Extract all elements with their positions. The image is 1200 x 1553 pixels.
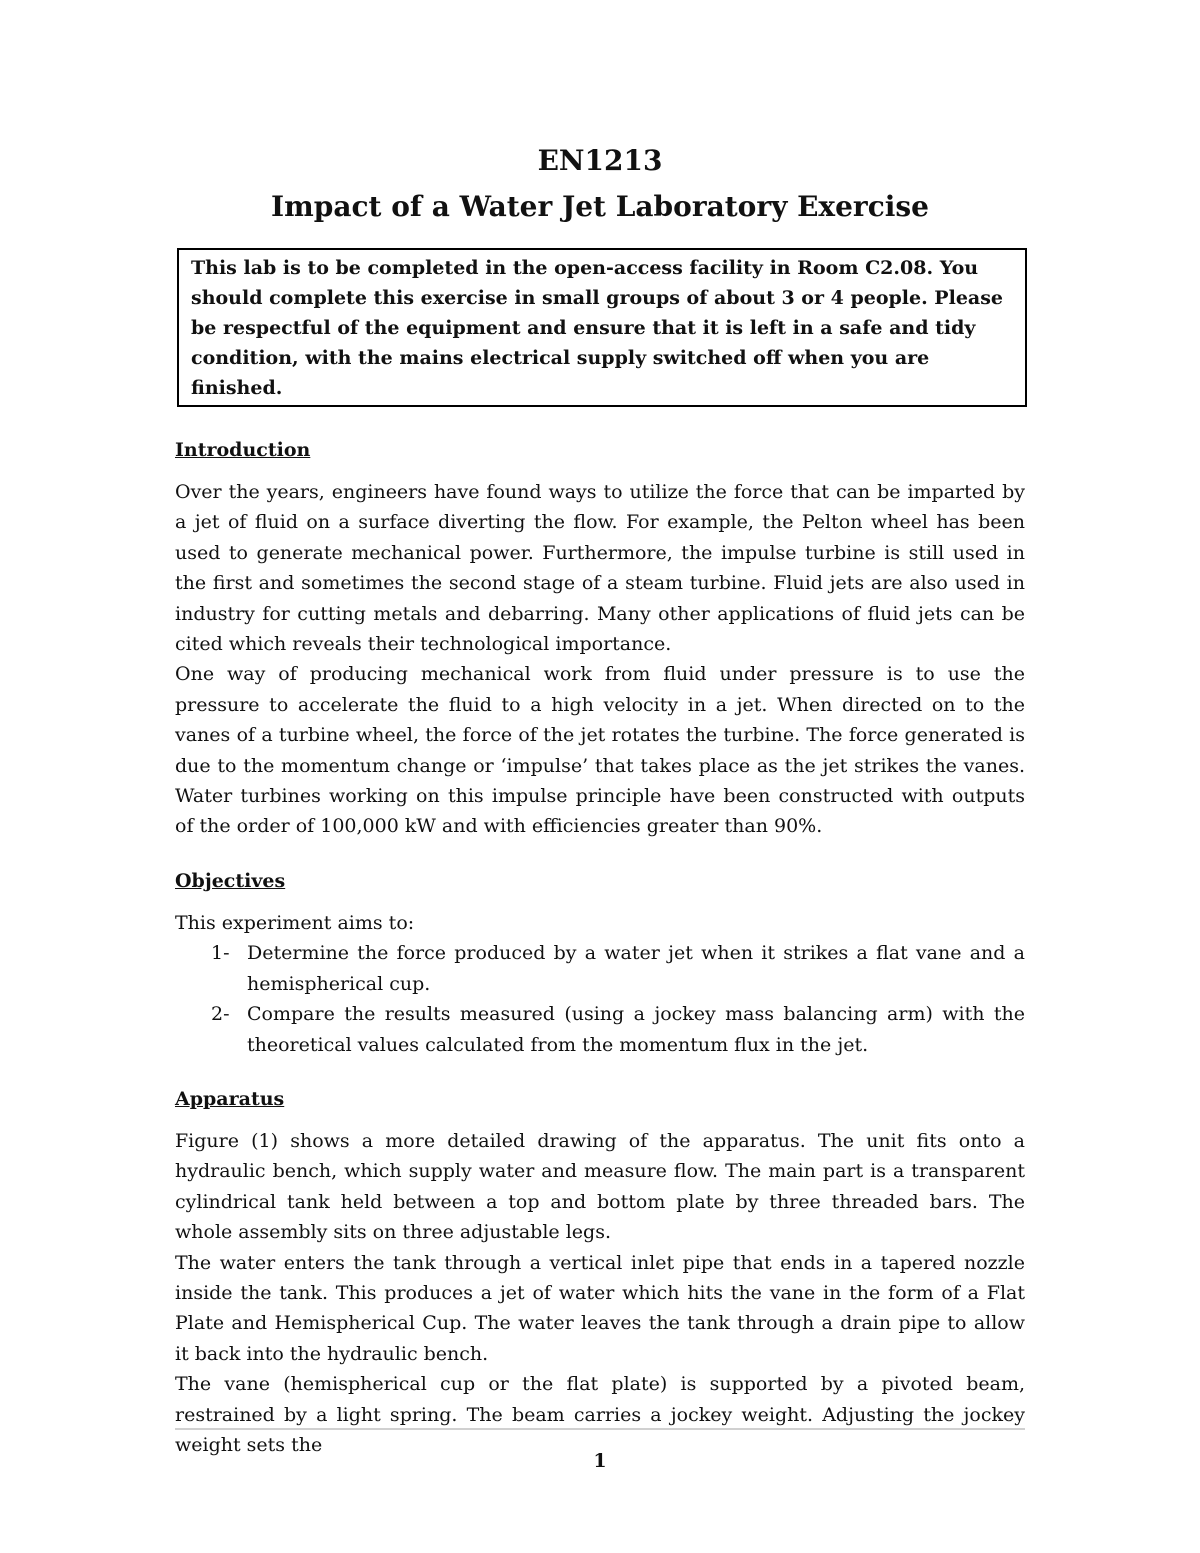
page-title	[175, 138, 1025, 230]
objective-text: Determine the force produced by a water jet when it strikes a flat vane and a hemispherical cup.	[247, 942, 1025, 995]
objective-number: 1-	[211, 942, 230, 965]
introduction-paragraph: One way of producing mechanical work from fluid under pressure is to use the pressure to accelerate the fluid to a high velocity in a jet. When directed on to the vanes of a turbine wheel, the force of the jet rotates the turbine. The force generated is due to the momentum change or ‘impulse’ that takes place as the jet strikes the vanes. Water turbines working on this impulse principle have been constructed with outputs of the order of 100,000 kW and with efficiencies greater than 90%.	[175, 663, 1025, 838]
footer-divider	[175, 1428, 1025, 1430]
objective-item	[175, 999, 1025, 1060]
objective-number: 2-	[211, 1003, 230, 1026]
document-title: Impact of a Water Jet Laboratory Exercise	[271, 190, 929, 223]
introduction-section	[175, 435, 1025, 842]
introduction-heading: Introduction	[175, 439, 311, 461]
objectives-heading: Objectives	[175, 869, 286, 892]
apparatus-paragraph: Figure (1) shows a more detailed drawing of the apparatus. The unit fits onto a hydraulic bench, which supply water and measure flow. The main part is a transparent cylindrical tank held between a top and bottom plate by three threaded bars. The whole assembly sits on three adjustable legs.	[175, 1129, 1025, 1244]
introduction-paragraph: Over the years, engineers have found ways to utilize the force that can be imparted by a jet of fluid on a surface diverting the flow. For example, the Pelton wheel has been used to generate mechanical power. Furthermore, the impulse turbine is still used in the first and sometimes the second stage of a steam turbine. Fluid jets are also used in industry for cutting metals and debarring. Many other applications of fluid jets can be cited which reveals their technological importance.	[175, 481, 1025, 656]
objectives-intro: This experiment aims to:	[175, 911, 415, 934]
apparatus-section	[175, 1084, 1025, 1460]
notice-box: This lab is to be completed in the open-access facility in Room C2.08. You should complete this exercise in small groups of about 3 or 4 people. Please be respectful of the equipment and ensure that it is left in a safe and tidy condition, with the mains electrical supply switched off when you are finished.	[177, 248, 1027, 407]
page-number: 1	[593, 1450, 607, 1472]
apparatus-paragraph: The vane (hemispherical cup or the flat plate) is supported by a pivoted beam, restrained by a light spring. The beam carries a jockey weight. Adjusting the jockey weight sets the	[175, 1373, 1025, 1456]
apparatus-paragraph: The water enters the tank through a vertical inlet pipe that ends in a tapered nozzle inside the tank. This produces a jet of water which hits the vane in the form of a Flat Plate and Hemispherical Cup. The water leaves the tank through a drain pipe to allow it back into the hydraulic bench.	[175, 1251, 1025, 1365]
objectives-list	[175, 938, 1025, 1060]
objective-text: Compare the results measured (using a jockey mass balancing arm) with the theoretical values calculated from the momentum flux in the jet.	[247, 1003, 1025, 1056]
page-content	[175, 138, 1025, 1460]
objectives-section	[175, 866, 1025, 1060]
objective-item	[175, 938, 1025, 999]
apparatus-heading: Apparatus	[175, 1087, 285, 1110]
course-code: EN1213	[537, 144, 663, 177]
